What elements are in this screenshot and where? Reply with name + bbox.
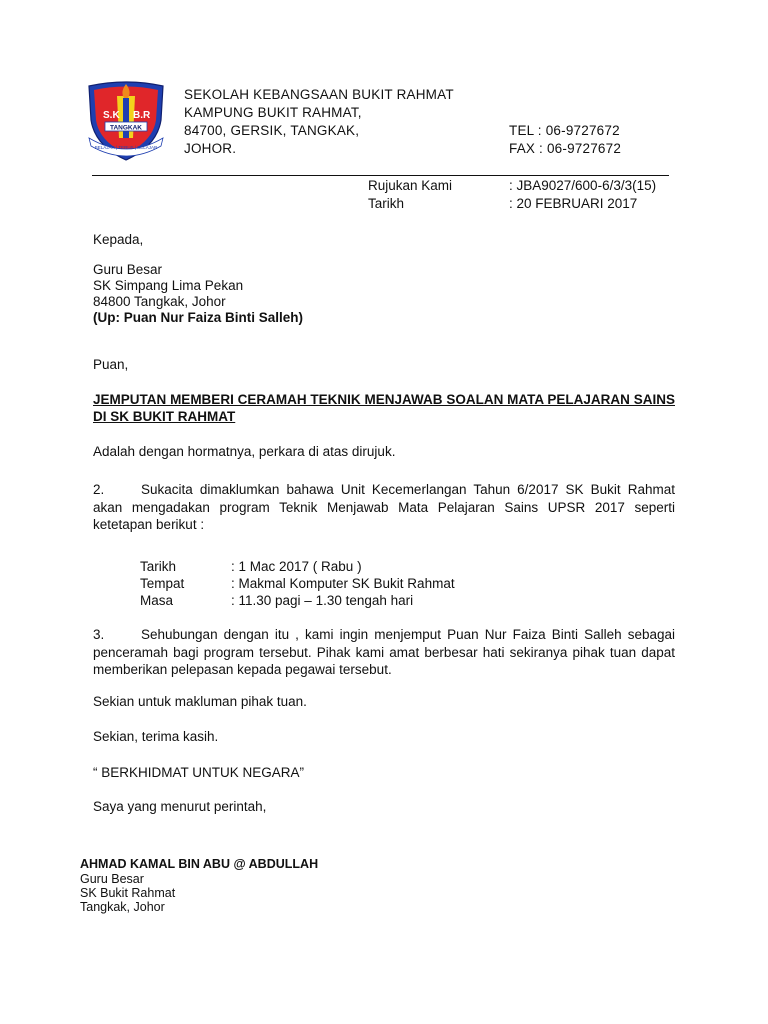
signatory-title: Guru Besar <box>80 872 144 886</box>
recipient-attention: (Up: Puan Nur Faiza Binti Salleh) <box>93 310 304 325</box>
reference-label: Rujukan Kami <box>368 178 453 193</box>
letter-subject: JEMPUTAN MEMBERI CERAMAH TEKNIK MENJAWAB SOALAN MATA PELAJARAN SAINS DI SK BUKIT RAHMAT <box>93 392 675 424</box>
date-label: Tarikh <box>368 196 405 211</box>
school-crest-logo <box>83 80 169 162</box>
signatory-name: AHMAD KAMAL BIN ABU @ ABDULLAH <box>80 857 319 871</box>
salutation: Puan, <box>93 357 129 372</box>
school-address-line3: JOHOR. <box>184 141 237 156</box>
closing-motto: “ BERKHIDMAT UNTUK NEGARA” <box>93 765 305 780</box>
paragraph-3 <box>93 626 675 679</box>
recipient-line2: SK Simpang Lima Pekan <box>93 278 244 293</box>
detail-label-place: Tempat <box>140 576 185 591</box>
intro-paragraph: Adalah dengan hormatnya, perkara di atas dirujuk. <box>93 444 396 459</box>
school-tel: TEL : 06-9727672 <box>509 123 620 138</box>
recipient-line3: 84800 Tangkak, Johor <box>93 294 226 309</box>
paragraph-3-text: Sehubungan dengan itu , kami ingin menjemput Puan Nur Faiza Binti Salleh sebagai penceramah bagi program tersebut. Pihak kami amat berbesar hati sekiranya pihak tuan dapat memberikan pelepasan kepada pegawai tersebut. <box>93 627 675 677</box>
detail-value-time: : 11.30 pagi – 1.30 tengah hari <box>231 593 414 608</box>
paragraph-2-number: 2. <box>93 482 105 497</box>
recipient-line1: Guru Besar <box>93 262 163 277</box>
recipient-to: Kepada, <box>93 232 144 247</box>
detail-value-place: : Makmal Komputer SK Bukit Rahmat <box>231 576 455 591</box>
paragraph-3-number: 3. <box>93 627 105 642</box>
school-fax: FAX : 06-9727672 <box>509 141 622 156</box>
paragraph-2 <box>93 481 675 534</box>
school-address-line1: KAMPUNG BUKIT RAHMAT, <box>184 105 362 120</box>
detail-value-date: : 1 Mac 2017 ( Rabu ) <box>231 559 362 574</box>
closing-yours: Saya yang menurut perintah, <box>93 799 267 814</box>
reference-value: : JBA9027/600-6/3/3(15) <box>509 178 657 193</box>
school-address-line2: 84700, GERSIK, TANGKAK, <box>184 123 360 138</box>
closing-info: Sekian untuk makluman pihak tuan. <box>93 694 307 709</box>
crest-left-text: S.K <box>103 110 120 121</box>
crest-motto: BELAJAR | TERUS | BELAJAR <box>94 145 158 150</box>
signatory-school: SK Bukit Rahmat <box>80 886 176 900</box>
closing-thanks: Sekian, terima kasih. <box>93 729 219 744</box>
paragraph-2-text: Sukacita dimaklumkan bahawa Unit Kecemerlangan Tahun 6/2017 SK Bukit Rahmat akan mengadakan program Teknik Menjawab Mata Pelajaran Sains UPSR 2017 seperti ketetapan berikut : <box>93 482 675 532</box>
signatory-place: Tangkak, Johor <box>80 900 165 914</box>
detail-label-time: Masa <box>140 593 174 608</box>
crest-right-text: B.R <box>133 110 151 121</box>
detail-label-date: Tarikh <box>140 559 177 574</box>
school-name: SEKOLAH KEBANGSAAN BUKIT RAHMAT <box>184 87 454 102</box>
letterhead-divider <box>92 175 669 176</box>
date-value: : 20 FEBRUARI 2017 <box>509 196 638 211</box>
crest-banner-text: TANGKAK <box>109 124 143 132</box>
